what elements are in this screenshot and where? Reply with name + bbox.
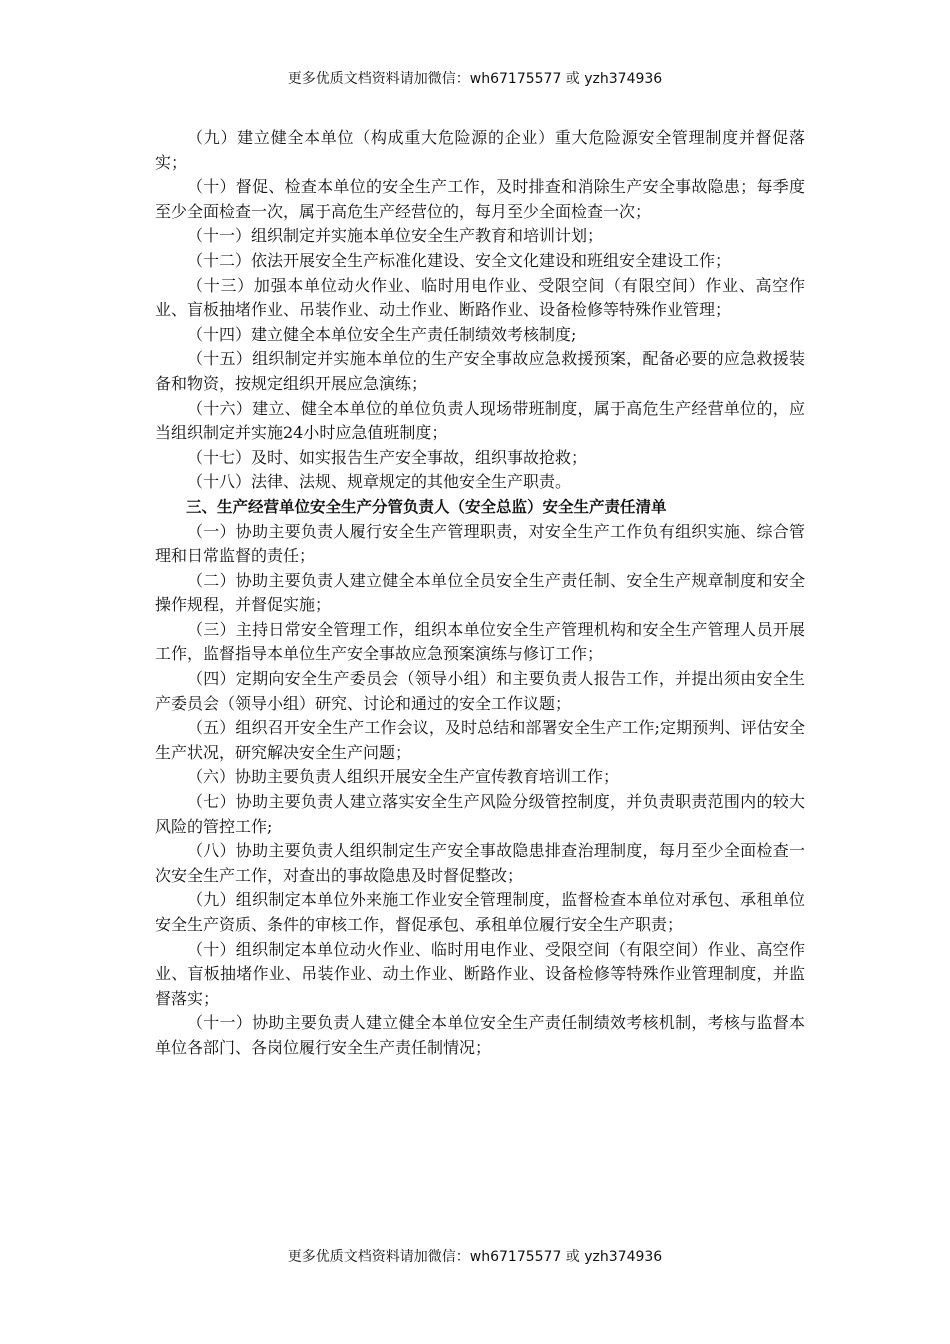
section-3-clause-5: （五）组织召开安全生产工作会议，及时总结和部署安全生产工作;定期预判、评估安全生产状况，研究解决安全生产问题； — [155, 718, 805, 762]
section-3-clause-7: （七）协助主要负责人建立落实安全生产风险分级管控制度，并负责职责范围内的较大风险的管控工作; — [155, 792, 805, 836]
section-3-clause-6: （六）协助主要负责人组织开展安全生产宣传教育培训工作； — [187, 767, 620, 787]
clause-16: （十六）建立、健全本单位的单位负责人现场带班制度，属于高危生产经营单位的，应当组织制定并实施24小时应急值班制度； — [155, 398, 805, 443]
page-header: 更多优质文档资料请加微信：wh67175577 或 yzh374936 — [287, 71, 663, 87]
section-3-clause-3: （三）主持日常安全管理工作，组织本单位安全生产管理机构和安全生产管理人员开展工作，监督指导本单位生产安全事故应急预案演练与修订工作； — [155, 619, 805, 664]
clause-11: （十一）组织制定并实施本单位安全生产教育和培训计划； — [187, 226, 604, 246]
clause-12: （十二）依法开展安全生产标准化建设、安全文化建设和班组安全建设工作； — [187, 250, 732, 270]
clause-9: （九）建立健全本单位（构成重大危险源的企业）重大危险源安全管理制度并督促落实； — [155, 128, 805, 172]
page-footer: 更多优质文档资料请加微信：wh67175577 或 yzh374936 — [287, 1249, 663, 1265]
section-3-clause-1: （一）协助主要负责人履行安全生产管理职责，对安全生产工作负有组织实施、综合管理和日常监督的责任； — [155, 521, 805, 566]
clause-18: （十八）法律、法规、规章规定的其他安全生产职责。 — [187, 472, 572, 492]
clause-17: （十七）及时、如实报告生产安全事故，组织事故抢救； — [187, 447, 588, 467]
clause-13: （十三）加强本单位动火作业、临时用电作业、受限空间（有限空间）作业、高空作业、盲板抽堵作业、吊装作业、动土作业、断路作业、设备检修等特殊作业管理； — [155, 275, 805, 320]
section-3-clause-2: （二）协助主要负责人建立健全本单位全员安全生产责任制、安全生产规章制度和安全操作规程，并督促实施； — [155, 570, 805, 615]
section-3-clause-8: （八）协助主要负责人组织制定生产安全事故隐患排查治理制度，每月至少全面检查一次安全生产工作，对查出的事故隐患及时督促整改； — [155, 841, 805, 885]
clause-14: （十四）建立健全本单位安全生产责任制绩效考核制度; — [187, 324, 577, 344]
section-3-heading: 三、生产经营单位安全生产分管负责人（安全总监）安全生产责任清单 — [186, 497, 667, 516]
section-3-clause-9: （九）组织制定本单位外来施工作业安全管理制度，监督检查本单位对承包、承租单位安全生产资质、条件的审核工作，督促承包、承租单位履行安全生产职责； — [155, 890, 805, 934]
document-body — [155, 126, 805, 1061]
section-3-clause-10: （十）组织制定本单位动火作业、临时用电作业、受限空间（有限空间）作业、高空作业、盲板抽堵作业、吊装作业、动土作业、断路作业、设备检修等特殊作业管理制度，并监督落实； — [155, 939, 805, 1008]
section-3-clause-11: （十一）协助主要负责人建立健全本单位安全生产责任制绩效考核机制，考核与监督本单位各部门、各岗位履行安全生产责任制情况； — [155, 1013, 805, 1057]
section-3-clause-4: （四）定期向安全生产委员会（领导小组）和主要负责人报告工作，并提出须由安全生产委员会（领导小组）研究、讨论和通过的安全工作议题； — [155, 669, 805, 713]
clause-10: （十）督促、检查本单位的安全生产工作，及时排查和消除生产安全事故隐患；每季度至少全面检查一次，属于高危生产经营位的，每月至少全面检查一次； — [155, 177, 805, 221]
clause-15: （十五）组织制定并实施本单位的生产安全事故应急救援预案，配备必要的应急救援装备和物资，按规定组织开展应急演练； — [155, 349, 805, 393]
